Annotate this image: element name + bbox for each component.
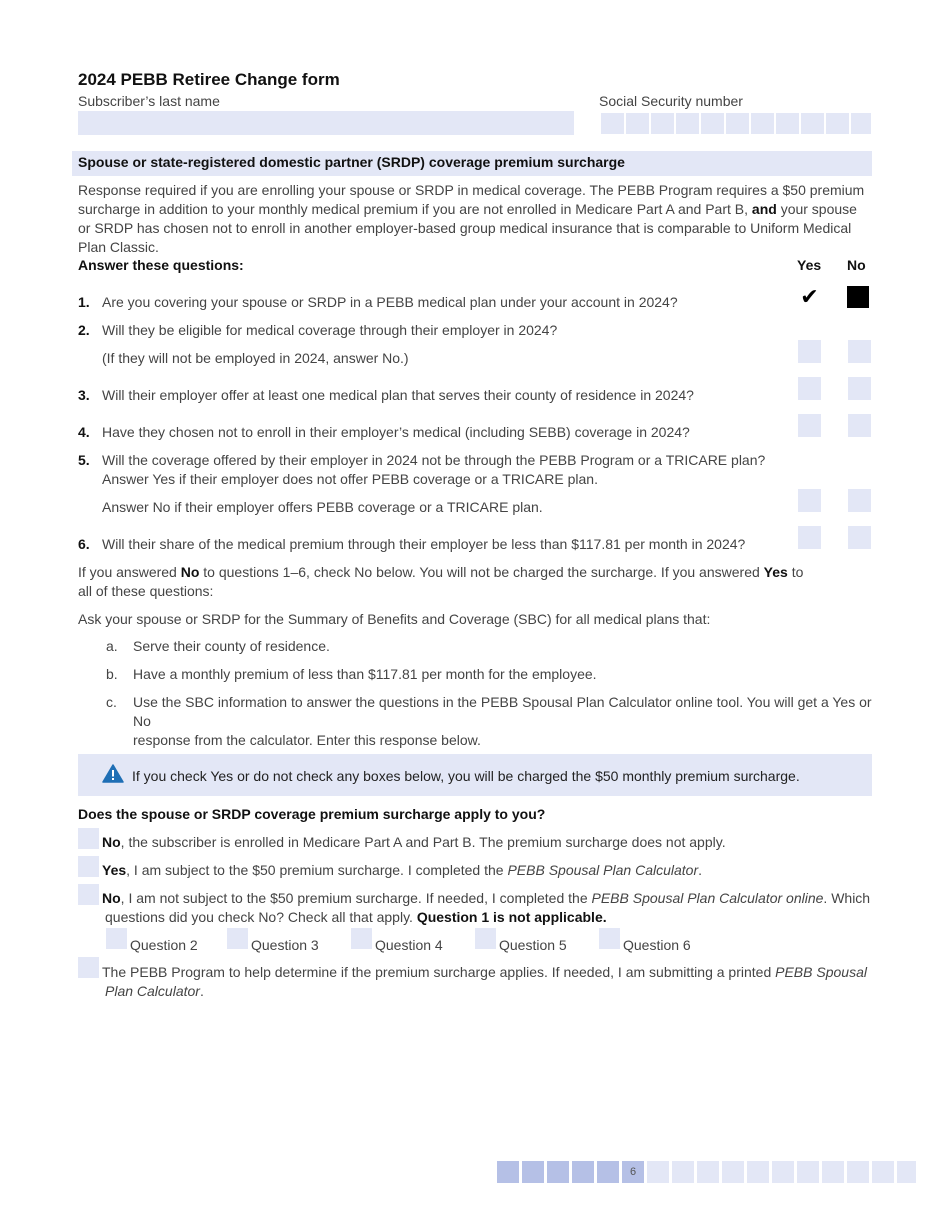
- surcharge-heading: Does the spouse or SRDP coverage premium surcharge apply to you?: [78, 806, 546, 822]
- list-label-a: a.: [106, 638, 118, 654]
- intro-text: your spouse: [780, 201, 857, 217]
- option-no-medicare-label: [102, 833, 726, 852]
- section-title: Spouse or state-registered domestic partner (SRDP) coverage premium surcharge: [78, 154, 625, 170]
- question-number: 3.: [78, 387, 90, 403]
- ssn-digit-box[interactable]: [626, 113, 649, 134]
- option-text: questions did you check No? Check all that apply.: [105, 909, 413, 925]
- answer-heading: Answer these questions:: [78, 257, 244, 273]
- q5-no-checkbox[interactable]: [848, 489, 871, 512]
- question-4: [78, 423, 690, 442]
- question-number: 1.: [78, 294, 90, 310]
- q4-no-checkbox[interactable]: [848, 414, 871, 437]
- question-1: [78, 293, 678, 312]
- intro-text: surcharge in addition to your monthly medical premium if you are not enrolled in Medicare Part A and Part B,: [78, 201, 749, 217]
- ssn-digit-box[interactable]: [676, 113, 699, 134]
- q2-yes-checkbox[interactable]: [798, 340, 821, 363]
- question-text: Have they chosen not to enroll in their employer’s medical (including SEBB) coverage in 2024?: [102, 424, 690, 440]
- option-text: .: [199, 983, 204, 999]
- instructions-paragraph: [78, 563, 868, 601]
- q3-no-checkbox[interactable]: [848, 377, 871, 400]
- question-5-note2: Answer No if their employer offers PEBB coverage or a TRICARE plan.: [102, 499, 543, 515]
- page-square: [822, 1161, 844, 1183]
- question-4-label: Question 4: [375, 937, 443, 953]
- ssn-digit-box[interactable]: [601, 113, 624, 134]
- question-number: 2.: [78, 322, 90, 338]
- question-2-note: (If they will not be employed in 2024, answer No.): [102, 350, 409, 366]
- question-5-note1: Answer Yes if their employer does not offer PEBB coverage or a TRICARE plan.: [102, 471, 598, 487]
- last-name-input[interactable]: [78, 111, 574, 135]
- question-text: Will their share of the medical premium through their employer be less than $117.81 per month in 2024?: [102, 536, 746, 552]
- ssn-digit-box[interactable]: [701, 113, 724, 134]
- option-no-surcharge-checkbox[interactable]: [78, 884, 99, 905]
- page-square: [797, 1161, 819, 1183]
- question-number: 4.: [78, 424, 90, 440]
- ssn-label: Social Security number: [599, 93, 743, 109]
- question-2-label: Question 2: [130, 937, 198, 953]
- q3-yes-checkbox[interactable]: [798, 377, 821, 400]
- ssn-digit-box[interactable]: [751, 113, 774, 134]
- option-program-help-checkbox[interactable]: [78, 957, 99, 978]
- q6-no-checkbox[interactable]: [848, 526, 871, 549]
- list-label-b: b.: [106, 666, 118, 682]
- question-6-checkbox[interactable]: [599, 928, 620, 949]
- option-line: [102, 963, 872, 982]
- option-italic: PEBB Spousal Plan Calculator online: [591, 890, 824, 906]
- instr-text: If you answered: [78, 564, 177, 580]
- list-item-b: Have a monthly premium of less than $117.81 per month for the employee.: [133, 666, 597, 682]
- page-square: [547, 1161, 569, 1183]
- option-italic: PEBB Spousal: [775, 964, 867, 980]
- page-square: [722, 1161, 744, 1183]
- question-2: [78, 321, 557, 340]
- question-2-checkbox[interactable]: [106, 928, 127, 949]
- option-bold: No: [102, 890, 121, 906]
- question-5-label: Question 5: [499, 937, 567, 953]
- question-number: 5.: [78, 452, 90, 468]
- page-square: [847, 1161, 869, 1183]
- instr-bold: No: [180, 564, 200, 580]
- page-square: [597, 1161, 619, 1183]
- option-yes-surcharge-checkbox[interactable]: [78, 856, 99, 877]
- question-4-checkbox[interactable]: [351, 928, 372, 949]
- list-item-a: Serve their county of residence.: [133, 638, 330, 654]
- form-title: 2024 PEBB Retiree Change form: [78, 70, 340, 89]
- option-text: The PEBB Program to help determine if the premium surcharge applies. If needed, I am submitting a printed: [102, 964, 772, 980]
- question-text: Will they be eligible for medical coverage through their employer in 2024?: [102, 322, 558, 338]
- yes-column-header: Yes: [797, 257, 822, 273]
- intro-line: Plan Classic.: [78, 239, 159, 255]
- option-text: .: [698, 862, 703, 878]
- option-line: [102, 982, 872, 1001]
- intro-line: [78, 200, 878, 219]
- option-text: , I am subject to the $50 premium surcharge. I completed the: [126, 862, 504, 878]
- question-text: Will their employer offer at least one medical plan that serves their county of residence in 2024?: [102, 387, 694, 403]
- page-square: [522, 1161, 544, 1183]
- instr-text: to questions 1–6, check No below. You will not be charged the surcharge. If you answered: [203, 564, 760, 580]
- alert-text: If you check Yes or do not check any boxes below, you will be charged the $50 monthly premium surcharge.: [132, 768, 800, 784]
- question-3-label: Question 3: [251, 937, 319, 953]
- q1-yes-checkbox[interactable]: [798, 285, 821, 308]
- instructions-sbc: Ask your spouse or SRDP for the Summary of Benefits and Coverage (SBC) for all medical plans that:: [78, 611, 711, 627]
- intro-line: or SRDP has chosen not to enroll in another employer-based group medical insurance that is comparable to Uniform Medical: [78, 220, 852, 236]
- question-6: [78, 535, 745, 554]
- intro-bold: and: [751, 201, 777, 217]
- q4-yes-checkbox[interactable]: [798, 414, 821, 437]
- ssn-digit-box[interactable]: [651, 113, 674, 134]
- list-label-c: c.: [106, 694, 117, 710]
- instr-bold: Yes: [763, 564, 788, 580]
- page-square: [772, 1161, 794, 1183]
- page-square: [647, 1161, 669, 1183]
- list-item-c: [133, 693, 873, 750]
- question-6-label: Question 6: [623, 937, 691, 953]
- ssn-digit-box[interactable]: [726, 113, 749, 134]
- question-3-checkbox[interactable]: [227, 928, 248, 949]
- list-item-c-line: Use the SBC information to answer the questions in the PEBB Spousal Plan Calculator online tool. You will get a Yes or No: [133, 694, 872, 729]
- page-square: [672, 1161, 694, 1183]
- page-square: [872, 1161, 894, 1183]
- option-italic: PEBB Spousal Plan Calculator: [507, 862, 699, 878]
- page-square: [572, 1161, 594, 1183]
- page-square: [697, 1161, 719, 1183]
- q5-yes-checkbox[interactable]: [798, 489, 821, 512]
- page-number: 6: [622, 1161, 644, 1183]
- question-text: Will the coverage offered by their employer in 2024 not be through the PEBB Program or a TRICARE plan?: [102, 452, 766, 468]
- page-square: [897, 1161, 916, 1183]
- page-square: [497, 1161, 519, 1183]
- q1-no-checkbox[interactable]: [847, 286, 869, 308]
- instructions-line: all of these questions:: [78, 583, 214, 599]
- warning-icon: [102, 764, 124, 786]
- q6-yes-checkbox[interactable]: [798, 526, 821, 549]
- option-italic: Plan Calculator: [105, 983, 200, 999]
- option-text: . Which: [823, 890, 871, 906]
- option-bold: Question 1 is not applicable.: [416, 909, 607, 925]
- question-5-checkbox[interactable]: [475, 928, 496, 949]
- option-line: [102, 889, 872, 908]
- option-program-help-label: [102, 963, 872, 1001]
- option-no-medicare-checkbox[interactable]: [78, 828, 99, 849]
- option-bold: No: [102, 834, 121, 850]
- intro-line: Response required if you are enrolling your spouse or SRDP in medical coverage. The PEBB Program requires a $50 premium: [78, 182, 865, 198]
- intro-paragraph: [78, 181, 878, 257]
- checkmark-icon: ✔: [800, 284, 819, 309]
- last-name-label: Subscriber’s last name: [78, 93, 220, 109]
- ssn-digit-box[interactable]: [851, 113, 871, 134]
- question-number: 6.: [78, 536, 90, 552]
- instructions-line: [78, 563, 868, 582]
- no-column-header: No: [847, 257, 866, 273]
- ssn-digit-box[interactable]: [776, 113, 799, 134]
- option-text: , the subscriber is enrolled in Medicare Part A and Part B. The premium surcharge does not apply.: [120, 834, 726, 850]
- page-square: [747, 1161, 769, 1183]
- option-no-surcharge-label: [102, 889, 872, 927]
- option-text: , I am not subject to the $50 premium surcharge. If needed, I completed the: [120, 890, 588, 906]
- ssn-digit-box[interactable]: [801, 113, 824, 134]
- ssn-digit-box[interactable]: [826, 113, 849, 134]
- option-bold: Yes: [102, 862, 127, 878]
- list-item-c-line: response from the calculator. Enter this response below.: [133, 732, 481, 748]
- option-line: [102, 908, 872, 927]
- instr-text: to: [791, 564, 804, 580]
- q2-no-checkbox[interactable]: [848, 340, 871, 363]
- question-3: [78, 386, 694, 405]
- question-text: Are you covering your spouse or SRDP in a PEBB medical plan under your account in 2024?: [102, 294, 678, 310]
- question-5: [78, 451, 765, 470]
- option-yes-surcharge-label: [102, 861, 702, 880]
